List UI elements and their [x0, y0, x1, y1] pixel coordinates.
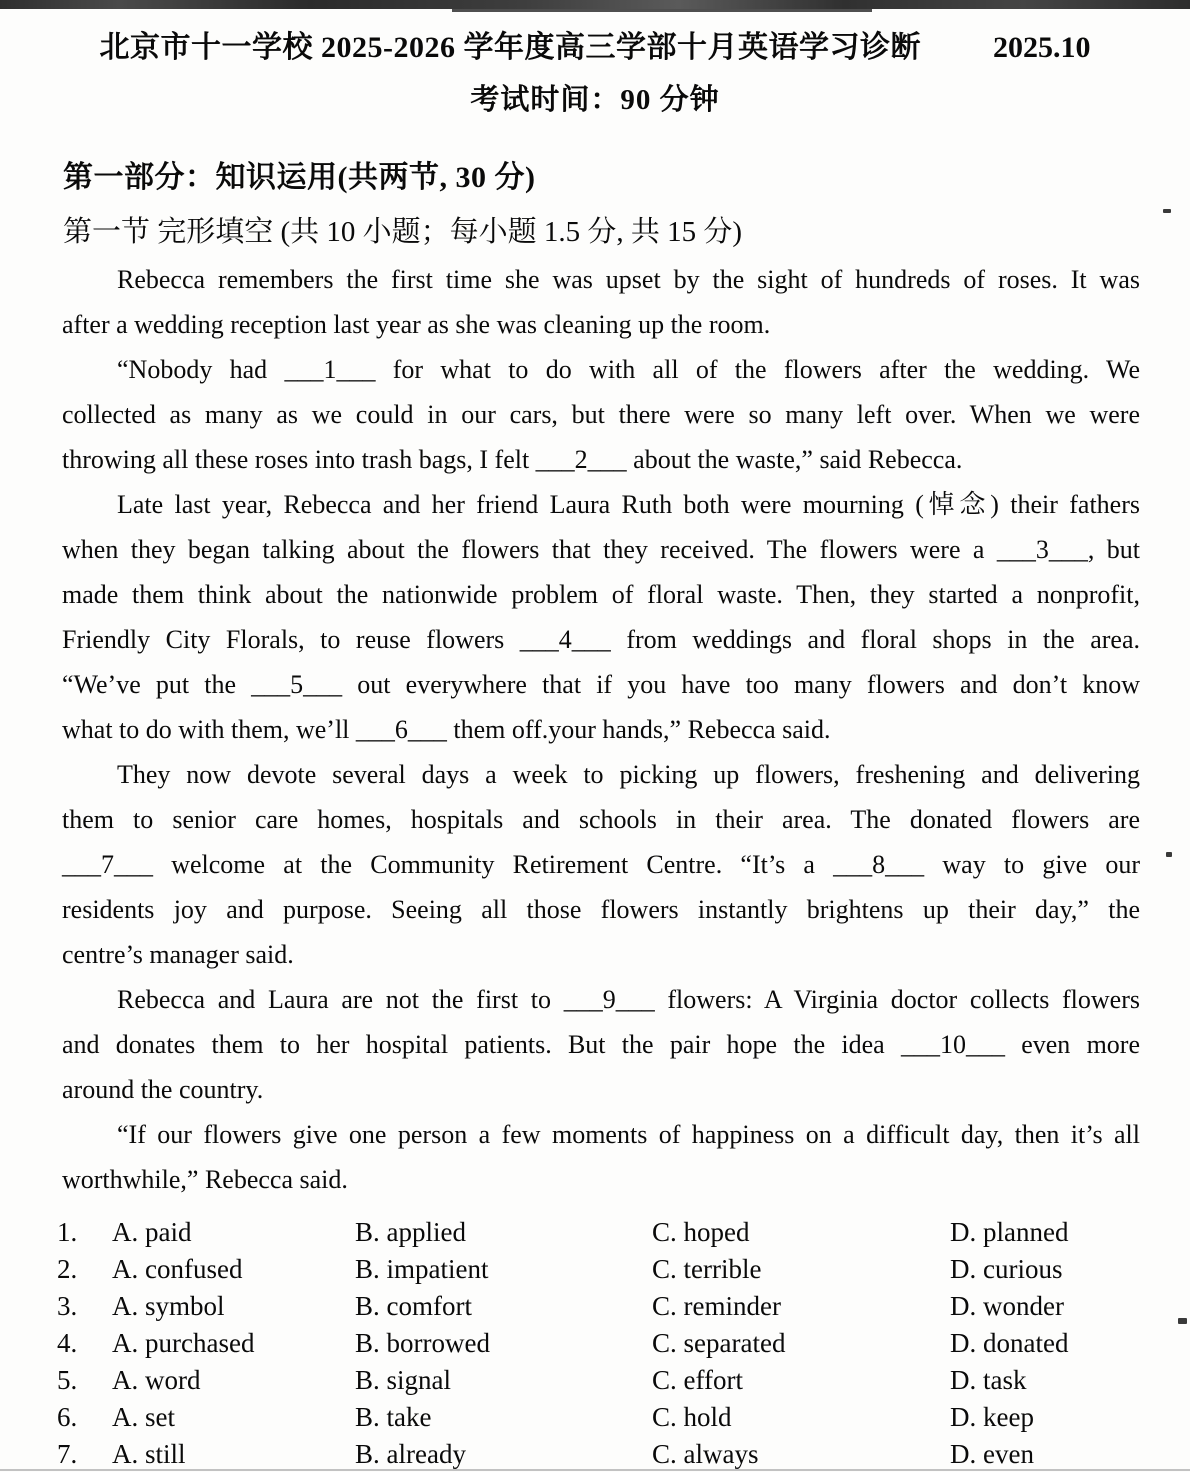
question-number: 3. — [57, 1291, 78, 1321]
cloze-options-table — [57, 1214, 1190, 1472]
passage-line: when they began talking about the flowers that they received. The flowers were a ___3___, but — [62, 535, 1140, 564]
passage-paragraph-4 — [62, 752, 1140, 977]
question-row — [57, 1288, 1190, 1325]
question-number: 2. — [57, 1254, 78, 1284]
option-a: A. paid — [112, 1217, 192, 1247]
question-number: 1. — [57, 1217, 78, 1247]
option-d: D. keep — [950, 1402, 1034, 1432]
passage-line: They now devote several days a week to picking up flowers, freshening and delivering — [117, 760, 1140, 789]
question-number: 4. — [57, 1328, 78, 1358]
passage-line: what to do with them, we’ll ___6___ them off.your hands,” Rebecca said. — [62, 715, 831, 744]
exam-duration: 考试时间：90 分钟 — [470, 84, 720, 116]
option-d: D. task — [950, 1365, 1027, 1395]
passage-line: worthwhile,” Rebecca said. — [62, 1165, 348, 1194]
passage-line: after a wedding reception last year as she was cleaning up the room. — [62, 310, 771, 339]
option-b: B. signal — [355, 1365, 452, 1395]
option-b: B. take — [355, 1402, 432, 1432]
passage-line: ___7___ welcome at the Community Retirement Centre. “It’s a ___8___ way to give our — [62, 850, 1140, 879]
option-c: C. hold — [652, 1402, 732, 1432]
section1-heading: 第一节 完形填空 (共 10 小题；每小题 1.5 分, 共 15 分) — [63, 216, 743, 248]
part1-heading: 第一部分：知识运用(共两节, 30 分) — [63, 161, 536, 194]
option-a: A. word — [112, 1365, 201, 1395]
question-row — [57, 1362, 1190, 1399]
question-number: 5. — [57, 1365, 78, 1395]
passage-line: residents joy and purpose. Seeing all those flowers instantly brightens up their day,” the — [62, 895, 1140, 924]
question-number: 7. — [57, 1439, 78, 1469]
scan-artifact-bottom-line — [0, 1469, 1190, 1471]
option-c: C. always — [652, 1439, 759, 1469]
scan-artifact-top-bar — [0, 0, 1190, 9]
option-a: A. purchased — [112, 1328, 255, 1358]
exam-header — [0, 0, 1190, 118]
option-b: B. applied — [355, 1217, 466, 1247]
passage-line: Friendly City Florals, to reuse flowers ___4___ from weddings and floral shops in the area. — [62, 625, 1140, 654]
option-c: C. terrible — [652, 1254, 762, 1284]
passage-paragraph-6 — [62, 1112, 1140, 1202]
passage-line: made them think about the nationwide problem of floral waste. Then, they started a nonprofit, — [62, 580, 1140, 609]
option-d: D. wonder — [950, 1291, 1064, 1321]
passage-paragraph-3 — [62, 482, 1140, 752]
passage-line: Late last year, Rebecca and her friend Laura Ruth both were mourning (悼念) their fathers — [117, 490, 1140, 519]
passage-line: them to senior care homes, hospitals and schools in their area. The donated flowers are — [62, 805, 1140, 834]
passage-line: centre’s manager said. — [62, 940, 294, 969]
option-b: B. borrowed — [355, 1328, 490, 1358]
passage-line: around the country. — [62, 1075, 264, 1104]
option-a: A. set — [112, 1402, 175, 1432]
passage-paragraph-5 — [62, 977, 1140, 1112]
scan-artifact-speck — [1163, 209, 1171, 213]
scan-artifact-speck — [1178, 1318, 1187, 1324]
option-a: A. still — [112, 1439, 186, 1469]
passage-paragraph-2 — [62, 347, 1140, 482]
passage-line: collected as many as we could in our cars, but there were so many left over. When we were — [62, 400, 1140, 429]
cloze-passage — [62, 257, 1140, 1202]
question-row — [57, 1214, 1190, 1251]
exam-date: 2025.10 — [993, 31, 1091, 64]
option-a: A. confused — [112, 1254, 243, 1284]
passage-line: throwing all these roses into trash bags, I felt ___2___ about the waste,” said Rebecca. — [62, 445, 963, 474]
option-d: D. planned — [950, 1217, 1069, 1247]
option-b: B. impatient — [355, 1254, 489, 1284]
passage-line: Rebecca remembers the first time she was upset by the sight of hundreds of roses. It was — [117, 265, 1140, 294]
option-c: C. separated — [652, 1328, 786, 1358]
option-b: B. comfort — [355, 1291, 472, 1321]
option-c: C. effort — [652, 1365, 743, 1395]
question-row — [57, 1325, 1190, 1362]
option-d: D. donated — [950, 1328, 1069, 1358]
option-d: D. curious — [950, 1254, 1063, 1284]
passage-line: “We’ve put the ___5___ out everywhere that if you have too many flowers and don’t know — [62, 670, 1140, 699]
passage-paragraph-1 — [62, 257, 1140, 347]
passage-line: and donates them to her hospital patients. But the pair hope the idea ___10___ even more — [62, 1030, 1140, 1059]
question-row — [57, 1399, 1190, 1436]
option-a: A. symbol — [112, 1291, 225, 1321]
option-b: B. already — [355, 1439, 466, 1469]
question-row — [57, 1436, 1190, 1472]
question-number: 6. — [57, 1402, 78, 1432]
option-d: D. even — [950, 1439, 1034, 1469]
passage-line: “If our flowers give one person a few moments of happiness on a difficult day, then it’s all — [117, 1120, 1140, 1149]
passage-line: “Nobody had ___1___ for what to do with all of the flowers after the wedding. We — [117, 355, 1140, 384]
question-row — [57, 1251, 1190, 1288]
option-c: C. hoped — [652, 1217, 750, 1247]
passage-line: Rebecca and Laura are not the first to ___9___ flowers: A Virginia doctor collects flowers — [117, 985, 1140, 1014]
scan-artifact-speck — [1166, 852, 1172, 857]
option-c: C. reminder — [652, 1291, 781, 1321]
exam-title: 北京市十一学校 2025-2026 学年度高三学部十月英语学习诊断 — [99, 31, 921, 64]
